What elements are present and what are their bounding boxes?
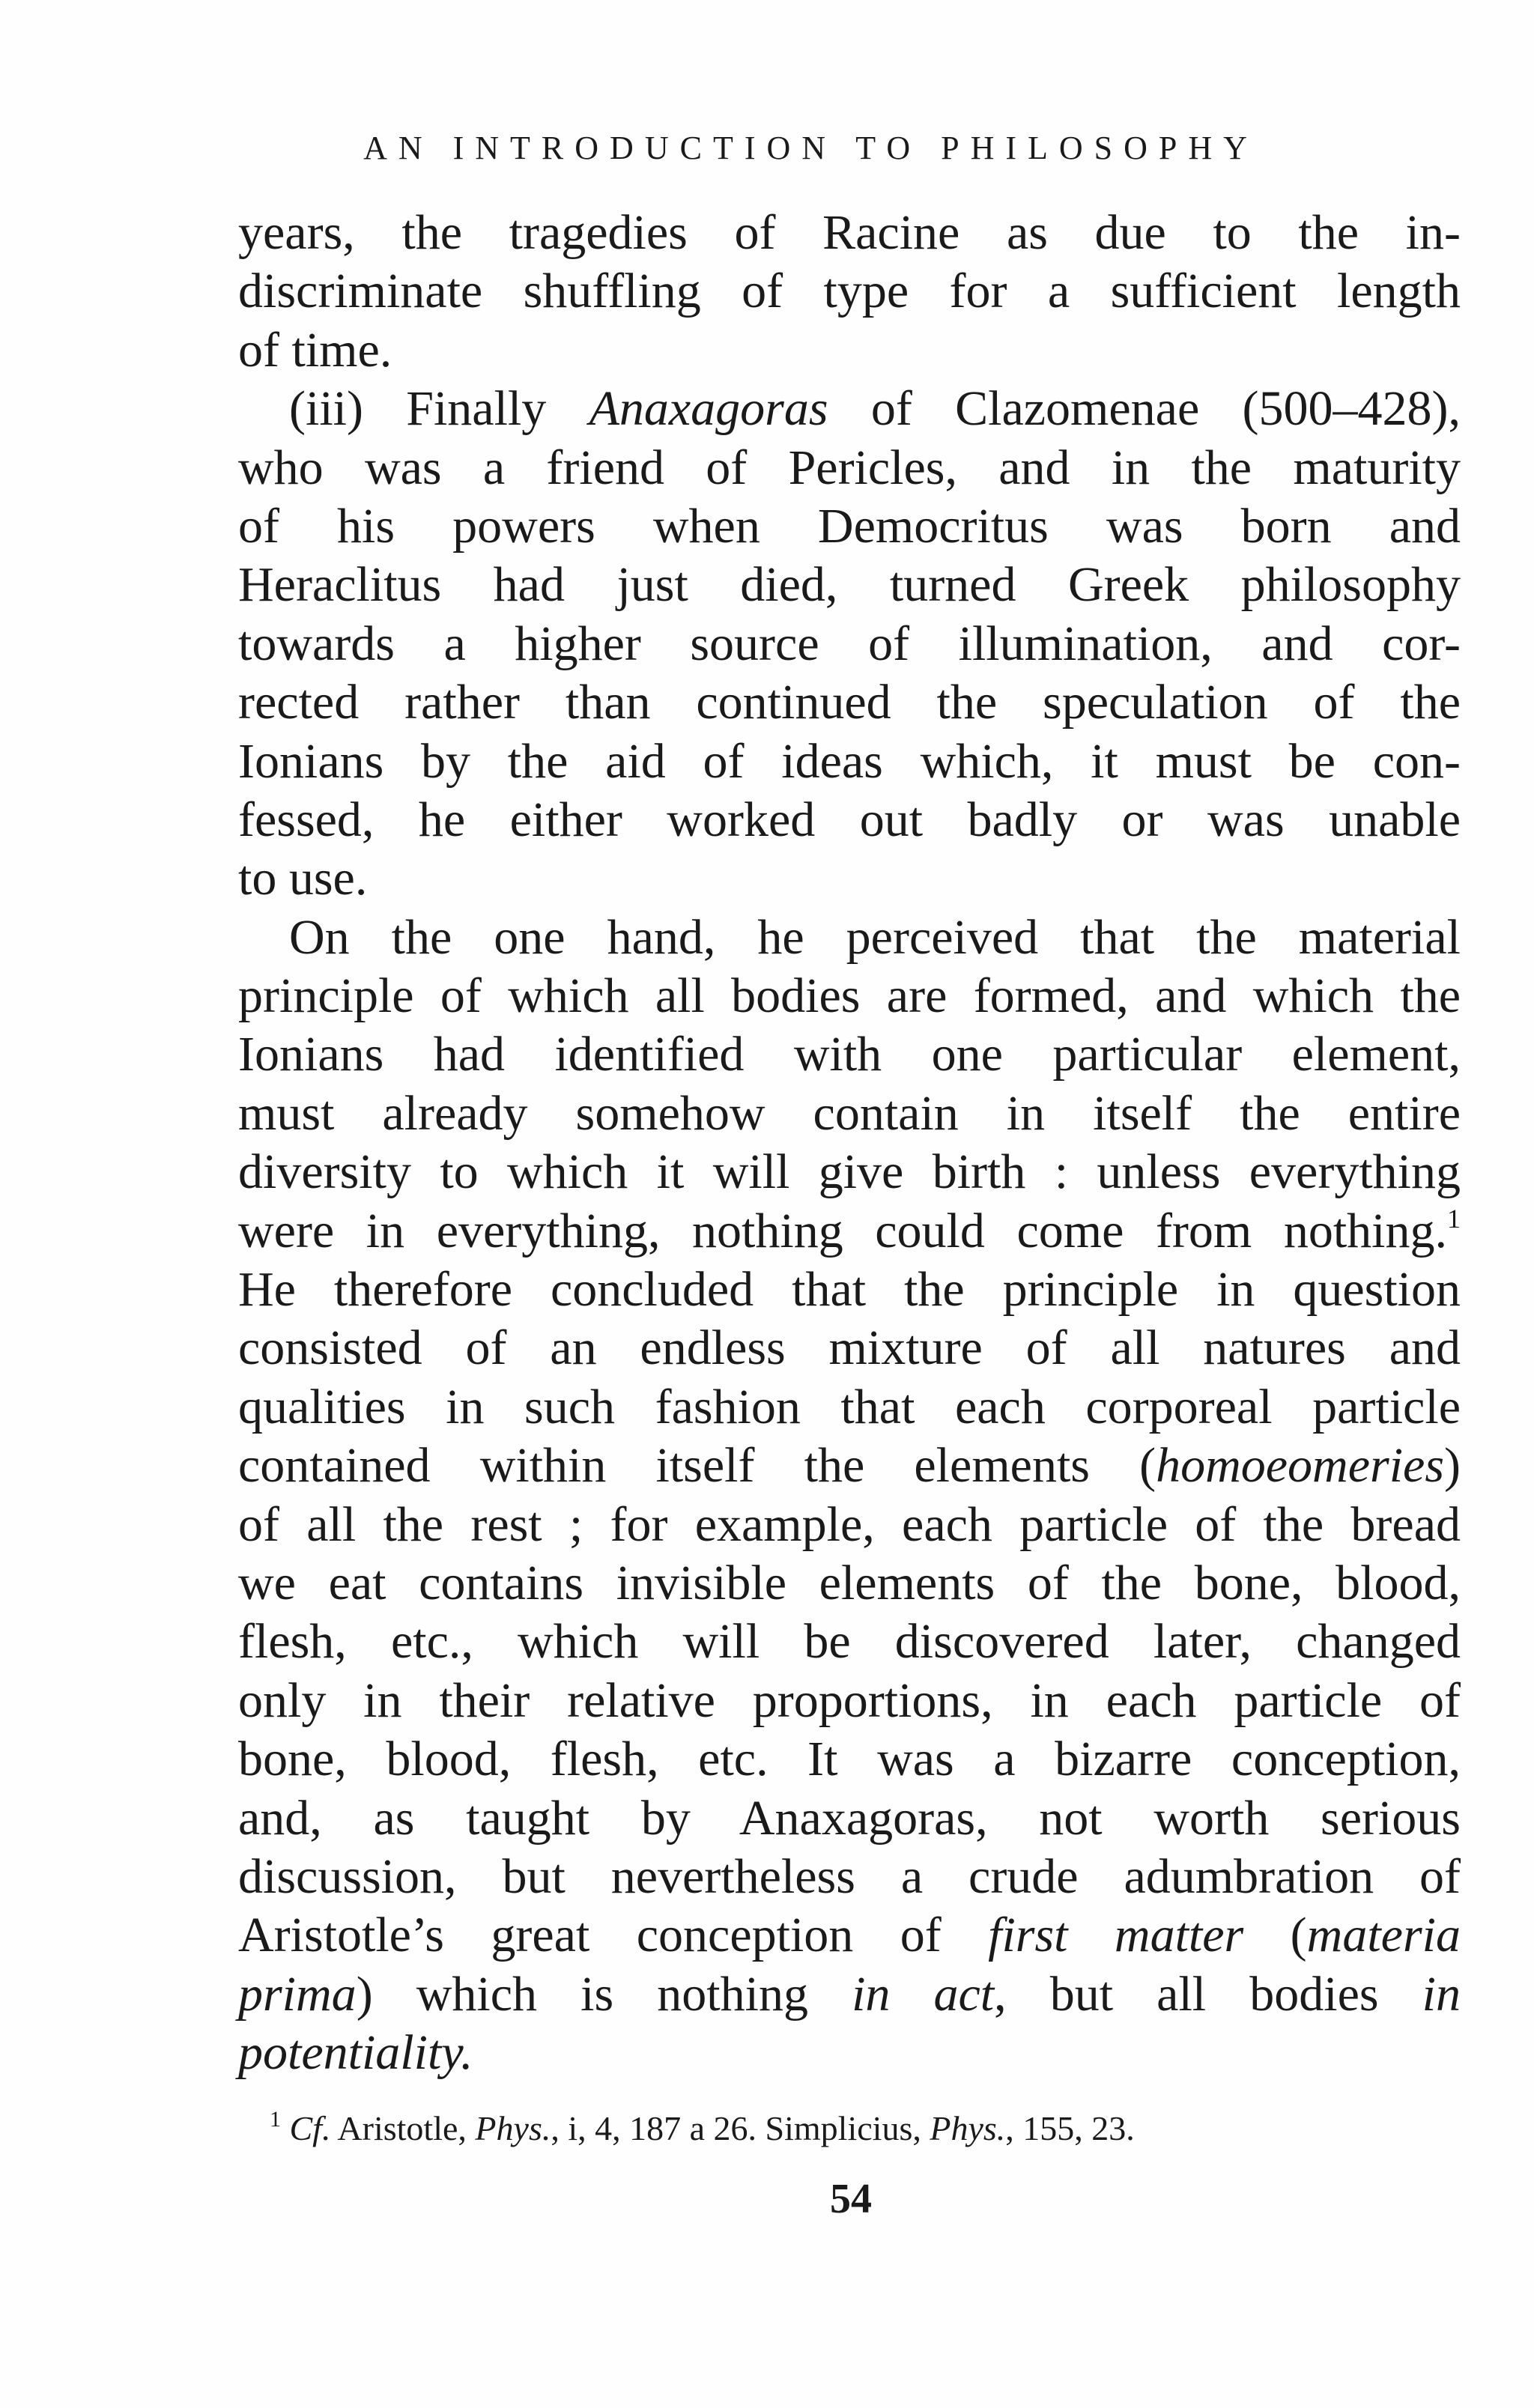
text-run: diversity to which it will give birth : unless everything: [238, 1144, 1461, 1200]
text-line: [238, 2024, 1461, 2082]
text-run: bone, blood, flesh, etc. It was a bizarre conception,: [238, 1732, 1461, 1787]
text-line: [238, 1496, 1461, 1554]
text-line: [238, 380, 1461, 438]
text-run: to use.: [238, 851, 368, 906]
text-run: Ionians had identified with one particular element,: [238, 1027, 1461, 1082]
italic-text: prima: [238, 1966, 357, 2022]
text-run: qualities in such fashion that each corporeal particle: [238, 1379, 1461, 1434]
text-line: [238, 1085, 1461, 1143]
text-line: [238, 1437, 1461, 1495]
italic-text: potentiality.: [238, 2025, 473, 2081]
text-line: [238, 439, 1461, 497]
text-run: ): [1444, 1438, 1461, 1493]
text-run: discriminate shuffling of type for a sufficient length: [238, 264, 1461, 319]
text-run: He therefore concluded that the principle in question: [238, 1262, 1461, 1317]
footnote-italic: Phys.: [475, 2109, 551, 2147]
text-run: of time.: [238, 322, 392, 377]
text-line: [238, 615, 1461, 673]
text-run: years, the tragedies of Racine as due to the in-: [238, 205, 1461, 260]
text-line: [238, 1789, 1461, 1848]
text-line: [238, 1965, 1461, 2024]
text-line: [238, 1906, 1461, 1965]
text-run: (: [1243, 1908, 1307, 1963]
text-run: only in their relative proportions, in each particle of: [238, 1672, 1461, 1728]
text-run: On the one hand, he perceived that the material: [289, 909, 1461, 965]
footnote-text: , 155, 23.: [1005, 2109, 1135, 2147]
text-run: we eat contains invisible elements of the bone, blood,: [238, 1555, 1461, 1610]
text-run: of all the rest ; for example, each particle of the bread: [238, 1496, 1461, 1552]
text-line: [238, 1261, 1461, 1319]
text-run: must already somehow contain in itself the entire: [238, 1085, 1461, 1141]
text-line: [238, 1613, 1461, 1671]
italic-text: first matter: [988, 1908, 1244, 1963]
text-run: of his powers when Democritus was born and: [238, 498, 1461, 554]
text-line: [238, 1730, 1461, 1789]
text-run: Aristotle’s great conception of: [238, 1908, 989, 1963]
text-line: [238, 909, 1461, 967]
text-line: [238, 1672, 1461, 1730]
text-run: towards a higher source of illumination, and cor-: [238, 616, 1461, 671]
text-line: [238, 967, 1461, 1025]
footnote-marker: 1: [1447, 1203, 1461, 1234]
italic-text: in: [1422, 1966, 1461, 2022]
text-line: [238, 1143, 1461, 1201]
text-line: [238, 791, 1461, 849]
text-run: Heraclitus had just died, turned Greek philosophy: [238, 557, 1461, 613]
text-line: [238, 1848, 1461, 1906]
text-run: discussion, but nevertheless a crude adumbration of: [238, 1849, 1461, 1904]
text-line: [238, 849, 1461, 908]
text-line: [238, 321, 1461, 380]
text-run: were in everything, nothing could come from nothing.: [238, 1203, 1447, 1258]
italic-text: Anaxagoras: [589, 381, 828, 437]
text-line: [238, 673, 1461, 732]
text-line: [238, 1554, 1461, 1613]
text-run: contained within itself the elements (: [238, 1438, 1156, 1493]
footnote-italic: Phys.: [930, 2109, 1006, 2147]
text-line: [238, 1025, 1461, 1084]
text-line: [238, 1202, 1461, 1261]
italic-text: materia: [1306, 1908, 1461, 1963]
text-run: (iii) Finally: [289, 381, 589, 437]
text-run: consisted of an endless mixture of all natures and: [238, 1320, 1461, 1376]
text-line: [238, 497, 1461, 556]
text-run: principle of which all bodies are formed, and which the: [238, 968, 1461, 1024]
footnote: [270, 2108, 1453, 2148]
text-run: who was a friend of Pericles, and in the maturity: [238, 440, 1461, 495]
footnote-marker: 1: [270, 2107, 281, 2132]
footnote-text: Aristotle,: [330, 2109, 476, 2147]
footnote-italic: Cf.: [289, 2109, 331, 2147]
text-line: [238, 556, 1461, 614]
italic-text: in act: [852, 1966, 995, 2022]
text-run: flesh, etc., which will be discovered later, changed: [238, 1614, 1461, 1669]
text-run: rected rather than continued the speculation of the: [238, 675, 1461, 730]
text-line: [238, 204, 1461, 262]
text-run: of Clazomenae (500–428),: [828, 381, 1461, 437]
text-run: ) which is nothing: [356, 1966, 852, 2022]
text-line: [238, 1319, 1461, 1377]
text-line: [238, 733, 1461, 791]
text-run: and, as taught by Anaxagoras, not worth serious: [238, 1790, 1461, 1846]
text-line: [238, 1378, 1461, 1437]
text-line: [238, 262, 1461, 321]
italic-text: homoeomeries: [1156, 1438, 1445, 1493]
text-run: , but all bodies: [994, 1966, 1422, 2022]
text-run: fessed, he either worked out badly or was unable: [238, 792, 1461, 847]
text-run: Ionians by the aid of ideas which, it must be con-: [238, 733, 1461, 789]
body-text: [238, 204, 1461, 2083]
page-number: 54: [830, 2176, 872, 2222]
running-head: AN INTRODUCTION TO PHILOSOPHY: [363, 130, 1258, 166]
footnote-text: , i, 4, 187 a 26. Simplicius,: [551, 2109, 930, 2147]
